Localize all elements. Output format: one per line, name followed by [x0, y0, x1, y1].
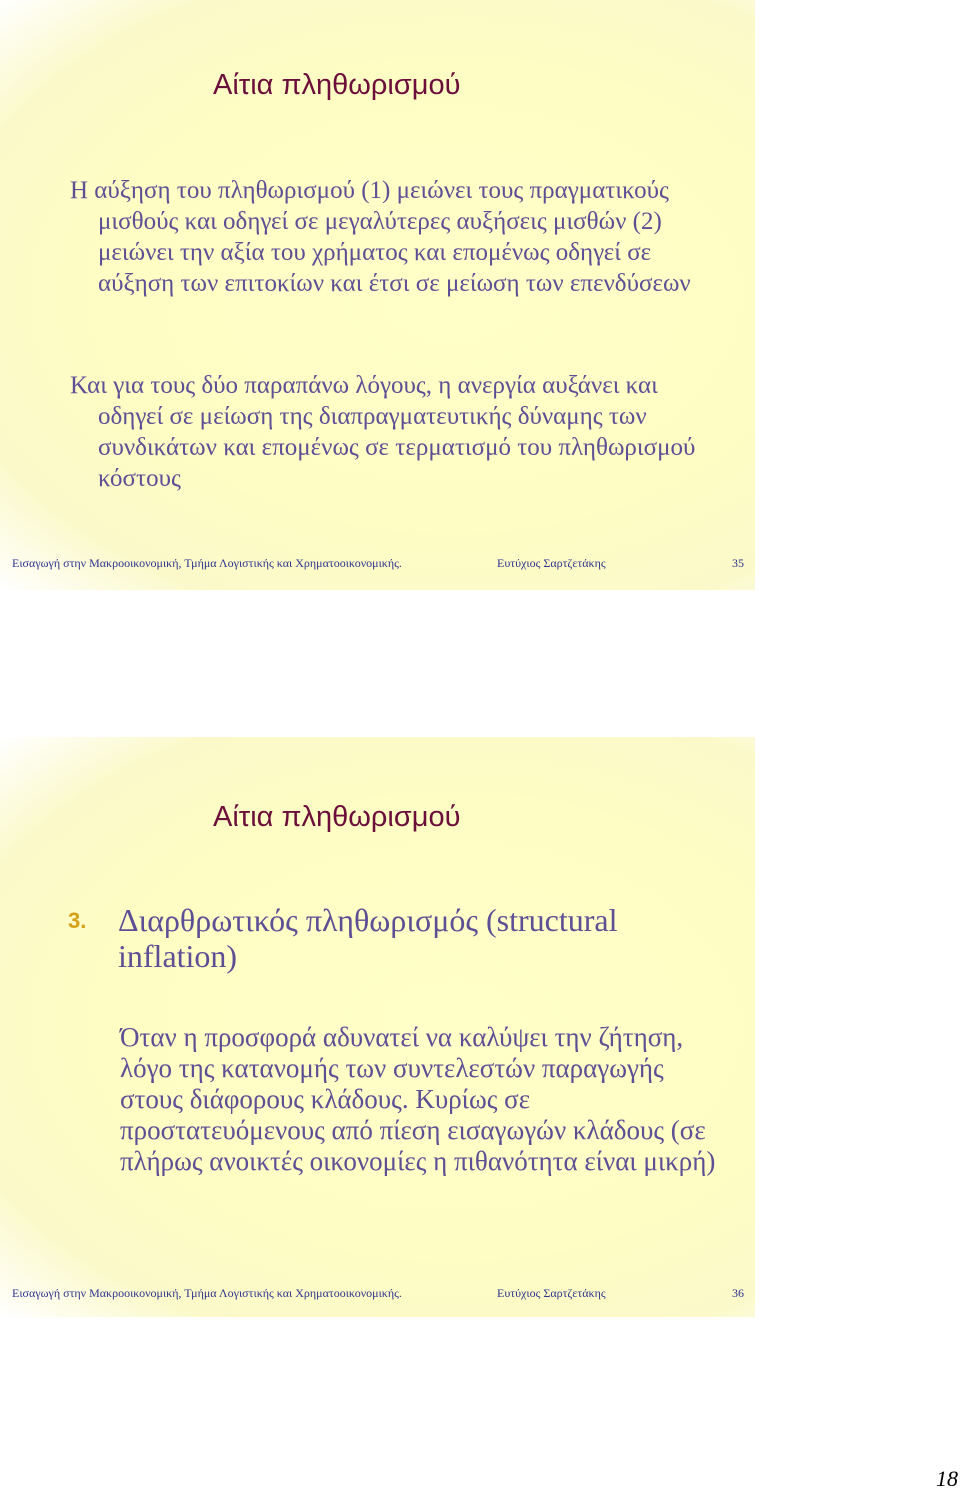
- paragraph-text: Και για τους δύο παραπάνω λόγους, η ανεργία αυξάνει και οδηγεί σε μείωση της διαπραγματευτικής δύναμης των συνδικάτων και επομένως σε τερματισμό του πληθωρισμού κόστους: [70, 372, 696, 492]
- slide-36: [0, 737, 755, 1317]
- page-number: 18: [936, 1466, 958, 1491]
- numbered-heading: [68, 902, 728, 974]
- slide-paragraph: [70, 175, 710, 299]
- slide-paragraph: Όταν η προσφορά αδυνατεί να καλύψει την ζήτηση, λόγο της κατανομής των συντελεστών παραγωγής στους διάφορους κλάδους. Κυρίως σε προστατευόμενους από πίεση εισαγωγών κλάδους (σε πλήρως ανοικτές οικονομίες η πιθανότητα είναι μικρή): [120, 1022, 716, 1176]
- footer-author: Ευτύχιος Σαρτζετάκης: [497, 1286, 606, 1300]
- footer-course: Εισαγωγή στην Μακροοικονομική, Τμήμα Λογιστικής και Χρηματοοικονομικής.: [12, 1286, 402, 1300]
- footer-slide-number: 36: [732, 1286, 744, 1300]
- slide-paragraph: [70, 370, 710, 494]
- footer-course: Εισαγωγή στην Μακροοικονομική, Τμήμα Λογιστικής και Χρηματοοικονομικής.: [12, 556, 402, 570]
- slide-title: Αίτια πληθωρισμού: [213, 69, 461, 101]
- paragraph-text: Η αύξηση του πληθωρισμού (1) μειώνει τους πραγματικούς μισθούς και οδηγεί σε μεγαλύτερες αυξήσεις μισθών (2) μειώνει την αξία του χρήματος και επομένως οδηγεί σε αύξηση των επιτοκίων και έτσι σε μείωση των επενδύσεων: [70, 177, 691, 297]
- heading-text: Διαρθρωτικός πληθωρισμός (structural inflation): [118, 902, 618, 974]
- slide-title: Αίτια πληθωρισμού: [213, 801, 461, 833]
- item-number: 3.: [68, 908, 87, 933]
- footer-author: Ευτύχιος Σαρτζετάκης: [497, 556, 606, 570]
- footer-slide-number: 35: [732, 556, 744, 570]
- slide-35: [0, 0, 755, 590]
